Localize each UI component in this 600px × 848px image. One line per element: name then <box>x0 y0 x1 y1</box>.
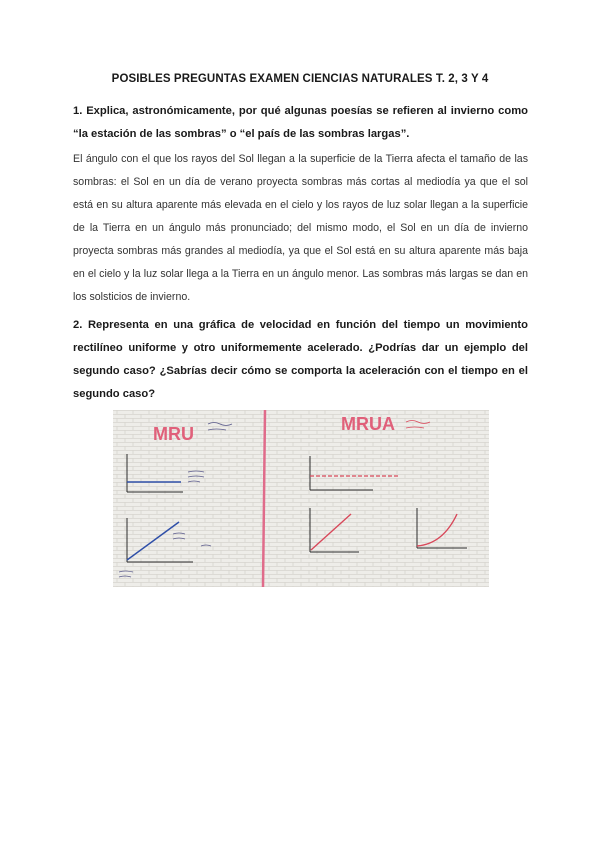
document-title: POSIBLES PREGUNTAS EXAMEN CIENCIAS NATURALES T. 2, 3 Y 4 <box>111 73 489 85</box>
mrua-heading: MRUA <box>341 414 395 434</box>
graphs-drawing <box>113 410 489 587</box>
question-2: 2. Representa en una gráfica de velocidad en función del tiempo un movimiento rectilíneo uniforme y otro uniformemente acelerado. ¿Podrías dar un ejemplo del segundo caso? ¿Sabrías decir cómo se comporta la aceleración con el tiempo en el segundo caso? <box>73 319 528 400</box>
handwritten-graphs-photo <box>113 410 489 587</box>
answer-1: El ángulo con el que los rayos del Sol llegan a la superficie de la Tierra afecta el tamaño de las sombras: el Sol en un día de verano proyecta sombras más cortas al mediodía ya que el sol está en su altura aparente más elevada en el cielo y los rayos de luz solar llegan a la superficie de la Tierra en un ángulo más pronunciado; del mismo modo, el Sol en un día de invierno proyecta sombras más grandes al mediodía, ya que el Sol está en su altura aparente más baja en el cielo y la luz solar llega a la Tierra en un ángulo menor. Las sombras más largas se dan en los solsticios de invierno. <box>73 153 528 303</box>
question-1: 1. Explica, astronómicamente, por qué algunas poesías se refieren al invierno como “la estación de las sombras” o “el país de las sombras largas”. <box>73 105 528 140</box>
mru-heading: MRU <box>153 424 194 444</box>
